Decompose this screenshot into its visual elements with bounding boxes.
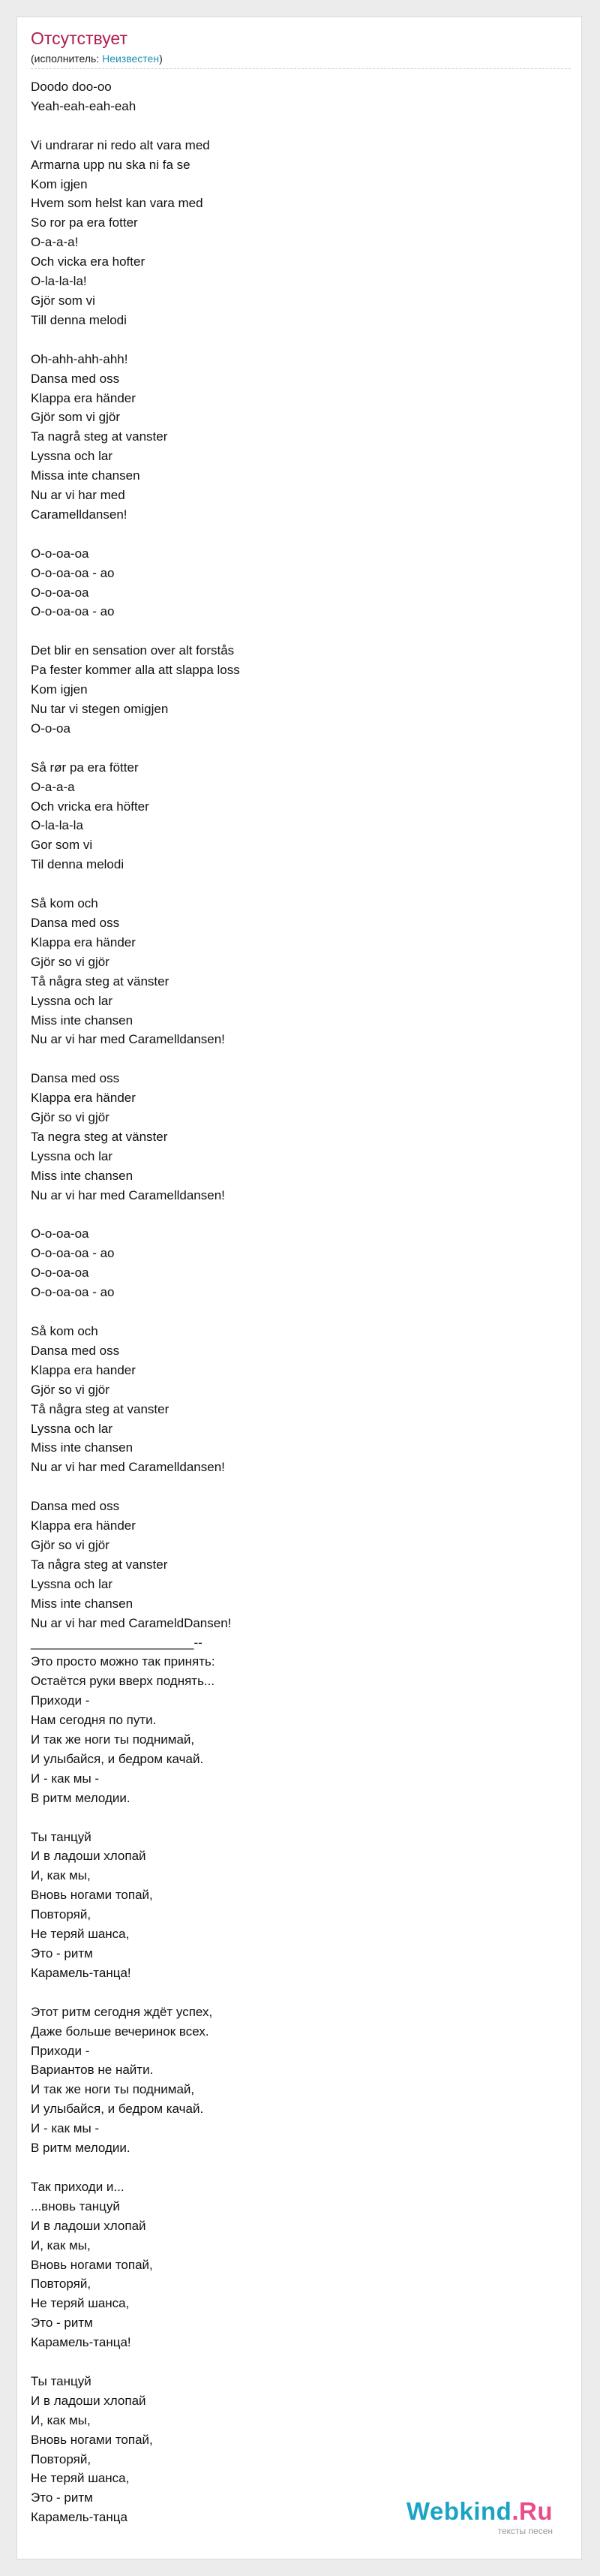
lyric-line: Och vricka era höfter — [31, 799, 149, 814]
lyric-line: Даже больше вечеринок всех. — [31, 2024, 209, 2039]
lyric-line: И - как мы - — [31, 2121, 100, 2136]
lyric-line: Nu ar vi har med Caramelldansen! — [31, 1032, 225, 1047]
lyric-line: Klappa era händer — [31, 1518, 136, 1533]
lyric-line: O-o-oa-oa — [31, 1265, 89, 1280]
stanza-gap — [31, 1983, 571, 2003]
lyric-line: Miss inte chansen — [31, 1168, 134, 1183]
lyric-line: Klappa era hander — [31, 1362, 136, 1377]
song-title: Отсутствует — [31, 29, 128, 48]
lyric-line: Это - ритм — [31, 2490, 93, 2505]
lyric-line: Tå några steg at vänster — [31, 974, 170, 989]
lyric-line: Så kom och — [31, 1324, 98, 1338]
lyric-line: Не теряй шанса, — [31, 2471, 130, 2486]
lyric-line: Gjör so vi gjör — [31, 1110, 110, 1125]
lyric-line: Vi undrarar ni redo alt vara med — [31, 137, 210, 152]
lyric-line: So ror pa era fotter — [31, 215, 138, 230]
lyric-line: Så kom och — [31, 896, 98, 911]
lyrics-text — [31, 77, 571, 2527]
lyric-line: Это просто можно так принять: — [31, 1654, 215, 1669]
lyric-line: Повторяй, — [31, 2451, 92, 2466]
lyric-line: Карамель-танца! — [31, 1965, 131, 1980]
lyric-line: Nu ar vi har med Caramelldansen! — [31, 1460, 225, 1475]
lyric-line: O-o-oa-oa — [31, 585, 89, 600]
credit-suffix: ) — [159, 53, 163, 65]
lyric-line: Ты танцуй — [31, 2373, 92, 2388]
lyric-line: Lyssna och lar — [31, 1576, 112, 1591]
lyric-line: Повторяй, — [31, 1907, 92, 1922]
lyric-line: Так приходи и... — [31, 2179, 124, 2194]
lyric-line: Gor som vi — [31, 838, 93, 853]
lyric-line: Dansa med oss — [31, 371, 120, 386]
lyric-line: O-o-oa-oa - ao — [31, 604, 115, 619]
stanza-gap — [31, 116, 571, 136]
stanza-gap — [31, 739, 571, 758]
lyric-line: Повторяй, — [31, 2277, 92, 2292]
lyric-line: И, как мы, — [31, 2237, 91, 2252]
stanza-gap — [31, 330, 571, 350]
lyric-line: Nu ar vi har med — [31, 488, 125, 503]
stanza-gap — [31, 1302, 571, 1322]
lyric-line: Этот ритм сегодня ждёт успех, — [31, 2004, 213, 2019]
lyric-line: Til denna melodi — [31, 857, 124, 872]
lyric-line: Ta negra steg at vänster — [31, 1129, 168, 1144]
lyric-line: ...вновь танцуй — [31, 2198, 120, 2213]
stanza-gap — [31, 621, 571, 641]
lyric-line: И так же ноги ты поднимай, — [31, 1732, 195, 1747]
lyric-line: И в ладоши хлопай — [31, 2218, 146, 2233]
lyric-line: Вновь ногами топай, — [31, 2432, 153, 2447]
lyric-line: И улыбайся, и бедром качай. — [31, 2102, 204, 2117]
lyric-line: И в ладоши хлопай — [31, 2393, 146, 2408]
lyric-line: Gjör so vi gjör — [31, 1537, 110, 1552]
lyric-line: Oh-ahh-ahh-ahh! — [31, 351, 128, 366]
stanza-gap — [31, 1477, 571, 1497]
stanza-gap — [31, 2158, 571, 2177]
site-logo[interactable] — [406, 2499, 553, 2536]
lyrics-card — [16, 17, 582, 2559]
logo-name: Webkind — [406, 2497, 512, 2525]
lyric-line: Не теряй шанса, — [31, 1927, 130, 1942]
lyric-line: Miss inte chansen — [31, 1596, 134, 1611]
lyric-line: И так же ноги ты поднимай, — [31, 2082, 195, 2097]
lyric-line: Doodo doo-oo — [31, 80, 112, 94]
lyric-line: Missa inte chansen — [31, 468, 140, 483]
lyric-line: Klappa era händer — [31, 934, 136, 949]
artist-link[interactable]: Неизвестен — [102, 53, 160, 65]
lyric-line: O-a-a-a — [31, 779, 75, 794]
lyric-line: Till denna melodi — [31, 312, 127, 327]
lyric-line: И улыбайся, и бедром качай. — [31, 1751, 204, 1766]
credit-prefix: (исполнитель: — [31, 53, 103, 65]
lyric-line: Gjör som vi — [31, 293, 95, 308]
lyric-line: Tå några steg at vanster — [31, 1401, 170, 1416]
lyric-line: Kom igjen — [31, 682, 88, 697]
lyric-line: O-o-oa — [31, 721, 70, 736]
lyric-line: O-la-la-la — [31, 818, 83, 833]
lyric-line: Yeah-eah-eah-eah — [31, 98, 136, 113]
lyric-line: Это - ритм — [31, 2316, 93, 2331]
lyric-line: _______________________-- — [31, 1635, 202, 1650]
logo-wordmark — [406, 2499, 553, 2524]
lyric-line: O-la-la-la! — [31, 274, 87, 289]
lyric-line: O-a-a-a! — [31, 235, 79, 250]
lyric-line: Armarna upp nu ska ni fa se — [31, 157, 190, 172]
lyric-line: Ты танцуй — [31, 1829, 92, 1844]
lyric-line: Gjör so vi gjör — [31, 1382, 110, 1397]
stanza-gap — [31, 1205, 571, 1225]
lyric-line: Dansa med oss — [31, 1071, 120, 1086]
lyric-line: Ta nagrå steg at vanster — [31, 429, 168, 444]
lyric-line: Klappa era händer — [31, 1091, 136, 1106]
lyric-line: Lyssna och lar — [31, 449, 112, 464]
lyric-line: Вновь ногами топай, — [31, 2257, 153, 2272]
lyric-line: Dansa med oss — [31, 915, 120, 930]
lyric-line: Klappa era händer — [31, 390, 136, 405]
stanza-gap — [31, 1049, 571, 1069]
lyric-line: Nu tar vi stegen omigjen — [31, 702, 169, 716]
lyric-line: Это - ритм — [31, 1946, 93, 1961]
logo-tld: .Ru — [512, 2497, 553, 2525]
lyric-line: Не теряй шанса, — [31, 2296, 130, 2311]
lyric-line: И, как мы, — [31, 2412, 91, 2427]
lyric-line: Och vicka era hofter — [31, 254, 146, 269]
lyric-line: Приходи - — [31, 1693, 90, 1708]
lyric-line: Nu ar vi har med CarameldDansen! — [31, 1615, 232, 1630]
lyric-line: И - как мы - — [31, 1771, 100, 1786]
lyric-line: O-o-oa-oa — [31, 546, 89, 561]
lyric-line: Карамель-танца! — [31, 2335, 131, 2350]
lyric-line: Карамель-танца — [31, 2510, 128, 2525]
lyric-line: В ритм мелодии. — [31, 1790, 130, 1805]
lyric-line: Kom igjen — [31, 176, 88, 191]
lyric-line: Det blir en sensation over alt forstås — [31, 643, 235, 658]
lyric-line: Så rør pa era fötter — [31, 760, 139, 775]
lyric-line: Lyssna och lar — [31, 993, 112, 1008]
lyric-line: Dansa med oss — [31, 1343, 120, 1358]
lyric-line: Caramelldansen! — [31, 507, 128, 522]
lyric-line: Нам сегодня по пути. — [31, 1713, 157, 1728]
stanza-gap — [31, 874, 571, 894]
lyric-line: O-o-oa-oa - ao — [31, 1246, 115, 1261]
lyric-line: Lyssna och lar — [31, 1148, 112, 1163]
lyric-line: Hvem som helst kan vara med — [31, 196, 203, 211]
lyric-line: Gjör so vi gjör — [31, 954, 110, 969]
lyric-line: Pa fester kommer alla att slappa loss — [31, 663, 240, 678]
lyric-line: Nu ar vi har med Caramelldansen! — [31, 1187, 225, 1202]
lyric-line: И, как мы, — [31, 1868, 91, 1883]
stanza-gap — [31, 1808, 571, 1828]
lyric-line: O-o-oa-oa - ao — [31, 1285, 115, 1300]
logo-tagline: тексты песен — [497, 2526, 553, 2536]
stanza-gap — [31, 525, 571, 544]
lyric-line: Приходи - — [31, 2043, 90, 2058]
lyric-line: Miss inte chansen — [31, 1013, 134, 1028]
lyric-line: Miss inte chansen — [31, 1440, 134, 1455]
header-divider — [31, 68, 571, 69]
lyric-line: Dansa med oss — [31, 1499, 120, 1514]
lyric-line: Gjör som vi gjör — [31, 410, 121, 425]
lyric-line: В ритм мелодии. — [31, 2141, 130, 2156]
stanza-gap — [31, 2352, 571, 2372]
lyric-line: Остаётся руки вверх поднять... — [31, 1674, 215, 1689]
lyric-line: И в ладоши хлопай — [31, 1849, 146, 1864]
lyric-line: Вариантов не найти. — [31, 2063, 154, 2078]
lyric-line: O-o-oa-oa — [31, 1226, 89, 1241]
lyric-line: Вновь ногами топай, — [31, 1888, 153, 1903]
lyric-line: Lyssna och lar — [31, 1421, 112, 1436]
lyric-line: O-o-oa-oa - ao — [31, 565, 115, 580]
lyric-line: Ta några steg at vanster — [31, 1557, 168, 1572]
artist-credit — [31, 52, 163, 65]
